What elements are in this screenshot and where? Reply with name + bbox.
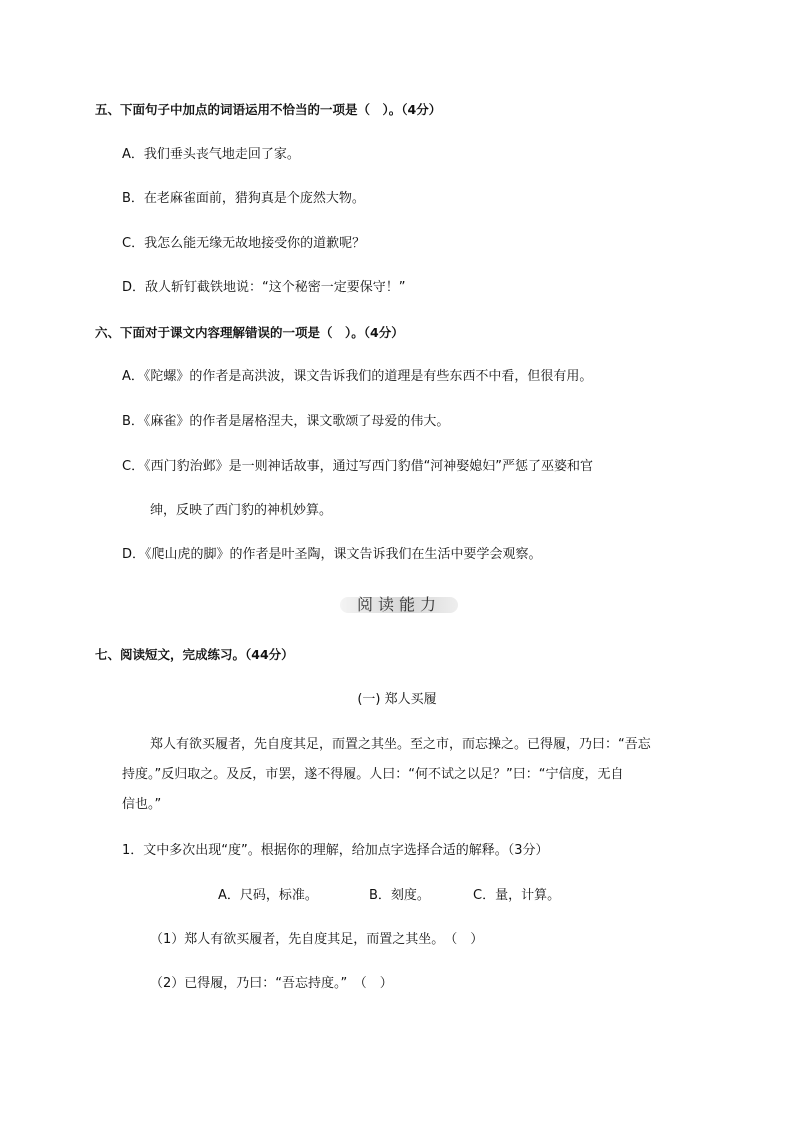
q6-option-d: D．《爬山虎的脚》的作者是叶圣陶，课文告诉我们在生活中要学会观察。 — [122, 547, 542, 562]
passage-line-2: 持度。”反归取之。及反，市罢，遂不得履。人曰：“何不试之以足？”曰：“宁信度，无自 — [122, 767, 624, 782]
q6-option-c-line1: C．《西门豹治邺》是一则神话故事，通过写西门豹借“河神娶媳妇”严惩了巫婆和官 — [122, 459, 594, 474]
q5-heading: 五、下面句子中加点的词语运用不恰当的一项是（ ）。（4分） — [95, 102, 442, 117]
q5-option-c: C．我怎么能无缘无故地接受你的道歉呢？ — [122, 236, 366, 251]
banner-label: 阅读能力 — [356, 595, 441, 614]
choice-c: C．量，计算。 — [473, 888, 561, 903]
passage-line-3: 信也。” — [122, 797, 162, 812]
item-1: （1）郑人有欲买履者，先自度其足，而置之其坐。 （ ） — [150, 932, 484, 947]
q6-heading: 六、下面对于课文内容理解错误的一项是（ ）。（4分） — [95, 325, 404, 340]
q6-option-b: B．《麻雀》的作者是屠格涅夫，课文歌颂了母爱的伟大。 — [122, 414, 450, 429]
choice-b: B．刻度。 — [369, 888, 430, 903]
q5-option-a: A．我们垂头丧气地走回了家。 — [122, 147, 300, 162]
passage-line-1: 郑人有欲买履者，先自度其足，而置之其坐。至之市，而忘操之。已得履，乃曰：“吾忘 — [150, 737, 651, 752]
item-2: （2）已得履，乃曰：“吾忘持度。” （ ） — [150, 976, 393, 991]
passage-title: (一) 郑人买履 — [357, 692, 437, 707]
q5-option-d: D．敌人斩钉截铁地说：“这个秘密一定要保守！” — [122, 280, 406, 295]
sub-question-1-heading: 1．文中多次出现“度”。根据你的理解，给加点字选择合适的解释。（3分） — [122, 843, 549, 858]
q6-option-a: A．《陀螺》的作者是高洪波，课文告诉我们的道理是有些东西不中看，但很有用。 — [122, 369, 593, 384]
choice-a: A．尺码，标准。 — [218, 888, 318, 903]
q7-heading: 七、阅读短文，完成练习。（44分） — [95, 647, 294, 662]
section-banner — [340, 592, 458, 618]
q5-option-b: B．在老麻雀面前，猎狗真是个庞然大物。 — [122, 191, 365, 206]
q6-option-c-line2: 绅，反映了西门豹的神机妙算。 — [150, 503, 333, 518]
